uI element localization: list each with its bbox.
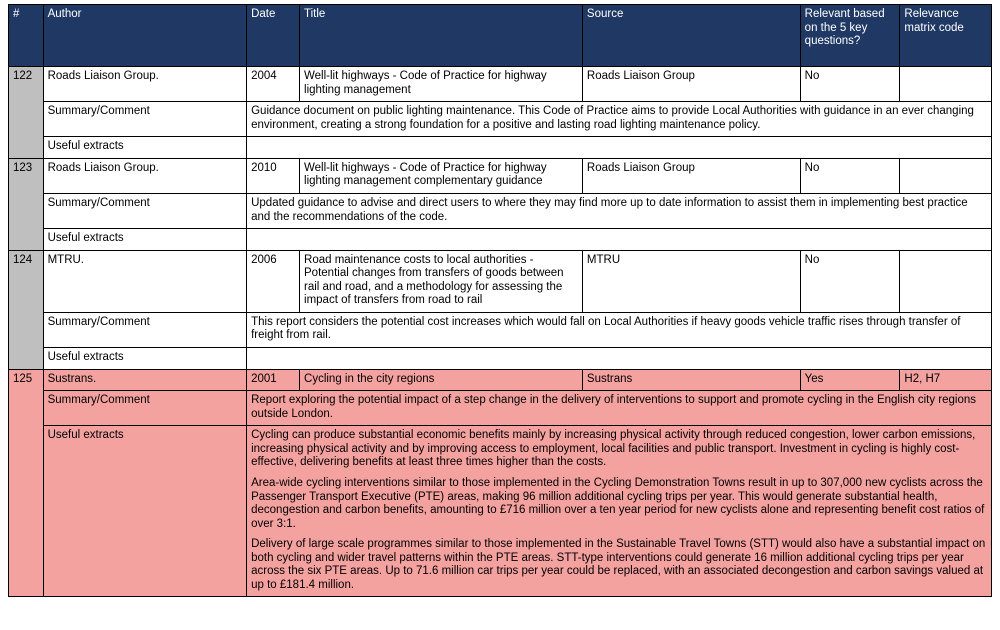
entry-date: 2010: [247, 158, 300, 193]
summary-label: Summary/Comment: [43, 193, 247, 228]
entry-title: Well-lit highways - Code of Practice for highway lighting management complementary guidance: [300, 158, 583, 193]
table-row-extracts: [9, 348, 992, 370]
table-header-row: [9, 5, 992, 67]
table-row: [9, 158, 992, 193]
table-header: [9, 5, 992, 67]
entry-number: 124: [9, 250, 44, 369]
extract-paragraph: Area-wide cycling interventions similar to those implemented in the Cycling Demonstration Towns result in up to 307,000 new cyclists across the Passenger Transport Executive (PTE) areas, making 96 million additional cycling trips per year. This would generate substantial health, decongestion and carbon benefits, amounting to £716 million over a ten year period for new cyclists alone and representing benefit cost ratios of over 3:1.: [251, 476, 985, 530]
table-body: [9, 67, 992, 597]
entry-relevant: No: [800, 67, 900, 102]
extracts-text: [247, 229, 992, 251]
entry-relevance-code: [900, 67, 992, 102]
extracts-text: [247, 348, 992, 370]
entry-source: MTRU: [582, 250, 800, 312]
column-header-relevant: Relevant based on the 5 key questions?: [800, 5, 900, 67]
table-row-summary: [9, 102, 992, 137]
entry-author: Roads Liaison Group.: [43, 67, 247, 102]
extracts-text: [247, 137, 992, 159]
entry-number: 123: [9, 158, 44, 250]
entry-author: Roads Liaison Group.: [43, 158, 247, 193]
entry-number: 125: [9, 369, 44, 597]
extracts-label: Useful extracts: [43, 229, 247, 251]
entry-relevance-code: [900, 250, 992, 312]
entry-author: MTRU.: [43, 250, 247, 312]
extract-paragraph: Delivery of large scale programmes similar to those implemented in the Sustainable Travel Towns (STT) would also have a substantial impact on both cycling and wider travel patterns within the PTE areas. STT-type interventions could generate 16 million additional cycling trips per year across the six PTE areas. Up to 71.6 million car trips per year could be replaced, with an associated decongestion and carbon savings valued at up to £181.4 million.: [251, 538, 986, 591]
table-row-extracts: [9, 426, 992, 597]
summary-text: Report exploring the potential impact of a step change in the delivery of interventions to support and promote cycling in the English city regions outside London.: [247, 391, 992, 426]
table-row-extracts: [9, 137, 992, 159]
summary-label: Summary/Comment: [43, 391, 247, 426]
summary-text: Updated guidance to advise and direct users to where they may find more up to date information to assist them in implementing best practice and the recommendations of the code.: [247, 193, 992, 228]
extracts-label: Useful extracts: [43, 348, 247, 370]
entry-relevance-code: H2, H7: [900, 369, 992, 391]
summary-text: Guidance document on public lighting maintenance. This Code of Practice aims to provide Local Authorities with guidance in an ever changing environment, creating a strong foundation for a positive and lasting road lighting maintenance policy.: [247, 102, 992, 137]
literature-review-table: [8, 4, 992, 597]
column-header-author: Author: [43, 5, 247, 67]
entry-date: 2001: [247, 369, 300, 391]
entry-source: Roads Liaison Group: [582, 67, 800, 102]
entry-title: Road maintenance costs to local authorities - Potential changes from transfers of goods between rail and road, and a methodology for assessing the impact of transfers from road to rail: [300, 250, 583, 312]
table-row-summary: [9, 193, 992, 228]
entry-relevant: Yes: [800, 369, 900, 391]
extracts-label: Useful extracts: [43, 137, 247, 159]
column-header-date: Date: [247, 5, 300, 67]
entry-author: Sustrans.: [43, 369, 247, 391]
entry-source: Roads Liaison Group: [582, 158, 800, 193]
entry-number: 122: [9, 67, 44, 159]
table-row-summary: [9, 312, 992, 347]
column-header-number: #: [9, 5, 44, 67]
column-header-source: Source: [582, 5, 800, 67]
column-header-title: Title: [300, 5, 583, 67]
entry-relevant: No: [800, 250, 900, 312]
entry-relevance-code: [900, 158, 992, 193]
entry-date: 2004: [247, 67, 300, 102]
entry-source: Sustrans: [582, 369, 800, 391]
table-row: [9, 250, 992, 312]
extracts-text: [247, 426, 992, 597]
entry-title: Cycling in the city regions: [300, 369, 583, 391]
entry-relevant: No: [800, 158, 900, 193]
summary-label: Summary/Comment: [43, 312, 247, 347]
table-row-extracts: [9, 229, 992, 251]
table-row: [9, 67, 992, 102]
table-row: [9, 369, 992, 391]
entry-date: 2006: [247, 250, 300, 312]
column-header-relevance-code: Relevance matrix code: [900, 5, 992, 67]
summary-text: This report considers the potential cost increases which would fall on Local Authorities if heavy goods vehicle traffic rises through transfer of freight from rail.: [247, 312, 992, 347]
entry-title: Well-lit highways - Code of Practice for highway lighting management: [300, 67, 583, 102]
extracts-label: Useful extracts: [43, 426, 247, 597]
table-row-summary: [9, 391, 992, 426]
extract-paragraph: Cycling can produce substantial economic benefits mainly by increasing physical activity through reduced congestion, lower carbon emissions, increasing physical activity and by improving access to employment, local facilities and public transport. Investment in cycling is highly cost-effective, delivering benefits at least three times higher than the costs.: [251, 429, 976, 469]
summary-label: Summary/Comment: [43, 102, 247, 137]
